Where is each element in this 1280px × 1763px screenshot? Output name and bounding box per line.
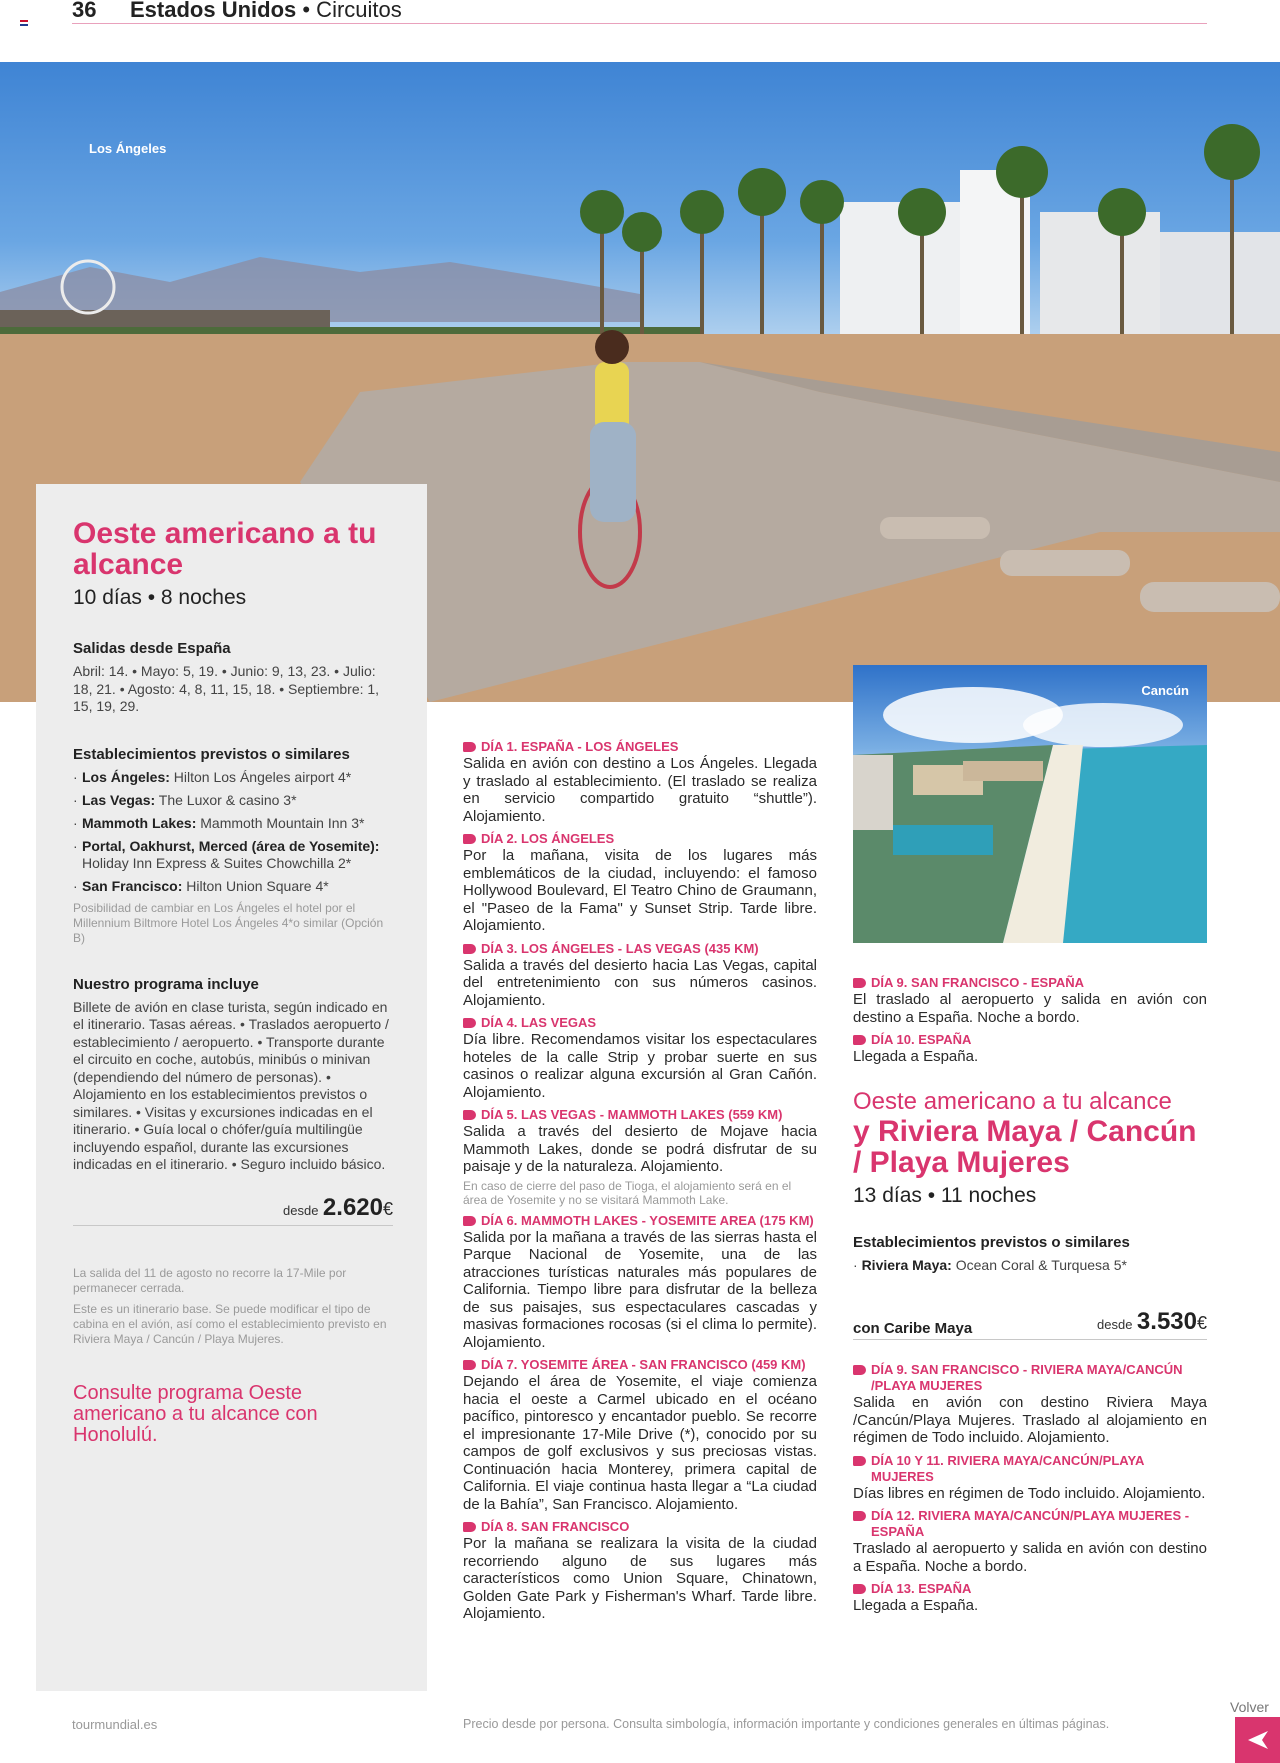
trip-duration: 10 días • 8 noches — [73, 586, 247, 609]
extension-price-row — [853, 1310, 1207, 1340]
itinerary-day — [463, 831, 817, 935]
day-title: DÍA 12. RIVIERA MAYA/CANCÚN/PLAYA MUJERES - ESPAÑA — [853, 1508, 1207, 1540]
extension-hotel: · Riviera Maya: Ocean Coral & Turquesa 5* — [853, 1256, 1127, 1273]
price-prefix: desde — [283, 1202, 319, 1218]
itinerary-day — [463, 1357, 817, 1513]
day-title: DÍA 1. ESPAÑA - LOS ÁNGELES — [463, 739, 817, 755]
price-row — [73, 1193, 393, 1226]
day-title: DÍA 13. ESPAÑA — [853, 1581, 1207, 1597]
day-text: Salida por la mañana a través de las sierras hasta el Parque Nacional de Yosemite, una de las atracciones turísticas naturales más populares de California. Tiempo libre para disfrutar de la belleza de sus paisajes, sus espectaculares cascadas y masivas formaciones rocosas (si el clima lo permite). Alojamiento. — [463, 1228, 817, 1351]
honolulu-link[interactable]: Consulte programa Oeste americano a tu alcance con Honolulú. — [73, 1381, 318, 1446]
day-text: Día libre. Recomendamos visitar los espectaculares hoteles de la calle Strip y probar suerte en sus casinos o realizar alguna excursión al Gran Cañón. Alojamiento. — [463, 1031, 817, 1101]
back-button[interactable] — [1235, 1717, 1280, 1763]
itinerary-day — [463, 1107, 817, 1207]
itinerary-day — [463, 941, 817, 1010]
hotel-item: · Mammoth Lakes: Mammoth Mountain Inn 3* — [73, 815, 393, 832]
footer-site-link[interactable]: tourmundial.es — [72, 1717, 158, 1732]
extension-title: Oeste americano a tu alcance — [853, 1087, 1172, 1115]
hotel-item: · Portal, Oakhurst, Merced (área de Yosemite): Holiday Inn Express & Suites Chowchilla 2* — [73, 838, 393, 872]
day-title: DÍA 3. LOS ÁNGELES - LAS VEGAS (435 KM) — [463, 941, 817, 957]
day-title: DÍA 10. ESPAÑA — [853, 1032, 1207, 1048]
day-title: DÍA 10 Y 11. RIVIERA MAYA/CANCÚN/PLAYA MUJERES — [853, 1453, 1207, 1485]
itinerary-day — [853, 1362, 1207, 1447]
cancun-photo — [853, 665, 1207, 943]
day-title: DÍA 9. SAN FRANCISCO - ESPAÑA — [853, 975, 1207, 991]
back-arrow-icon — [1246, 1729, 1270, 1751]
day-text: Salida en avión con destino a Los Ángeles. Llegada y traslado al establecimiento. (El traslado se realiza en servicio compartido gratuito “shuttle”). Alojamiento. — [463, 755, 817, 825]
extension-subtitle: y Riviera Maya / Cancún / Playa Mujeres — [853, 1114, 1197, 1179]
footer-disclaimer: Precio desde por persona. Consulta simbología, información importante y condiciones generales en últimas páginas. — [463, 1717, 1110, 1731]
cancun-label: Cancún — [1141, 683, 1189, 698]
option-label: con Caribe Maya — [853, 1320, 973, 1337]
itinerary-column — [463, 739, 817, 1629]
day-title: DÍA 7. YOSEMITE ÁREA - SAN FRANCISCO (459 KM) — [463, 1357, 817, 1373]
extension-itinerary — [853, 1362, 1207, 1615]
hotel-note: Posibilidad de cambiar en Los Ángeles el hotel por el Millennium Biltmore Hotel Los Ángeles 4*o similar (Opción B) — [73, 900, 384, 945]
extension-price-box — [1097, 1308, 1207, 1336]
day-title: DÍA 8. SAN FRANCISCO — [463, 1519, 817, 1535]
page-title: Estados Unidos • Circuitos — [130, 0, 402, 22]
extension-establecimientos-heading: Establecimientos previstos o similares — [853, 1233, 1130, 1251]
itinerary-day — [463, 739, 817, 825]
itinerary-day — [463, 1015, 817, 1101]
day-text: Salida en avión con destino Riviera Maya /Cancún/Playa Mujeres. Traslado al alojamiento en régimen de Todo incluido. Alojamiento. — [853, 1394, 1207, 1446]
price-value: 2.620 — [322, 1193, 383, 1221]
hotel-list — [73, 769, 393, 895]
day-title: DÍA 2. LOS ÁNGELES — [463, 831, 817, 847]
day-title: DÍA 9. SAN FRANCISCO - RIVIERA MAYA/CANCÚN /PLAYA MUJERES — [853, 1362, 1207, 1394]
price-prefix: desde — [1097, 1317, 1133, 1332]
hotel-item: · Los Ángeles: Hilton Los Ángeles airport 4* — [73, 769, 393, 786]
hotel-item: · San Francisco: Hilton Union Square 4* — [73, 878, 393, 895]
day-text: Por la mañana se realizara la visita de la ciudad recorriendo alguno de sus lugares más característicos como Union Square, Chinatown, Golden Gate Park y Fisherman's Wharf. Tarde libre. Alojamiento. — [463, 1535, 817, 1622]
incluye-text: Billete de avión en clase turista, según indicado en el itinerario. Tasas aéreas. • Traslados aeropuerto / establecimiento / aeropuerto. • Transporte durante el circuito en coche, autobús, minibús o minivan (dependiendo del número de personas). • Alojamiento en los establecimientos previstos o similares. • Visitas y excursiones indicadas en el itinerario. • Guía local o chófer/guía multilingüe incluyendo español, durante las excursiones indicadas en el itinerario. • Seguro incluido básico. — [73, 998, 389, 1172]
day-text: Salida a través del desierto hacia Las Vegas, capital del entretenimiento con sus números casinos. Alojamiento. — [463, 956, 817, 1009]
salidas-heading: Salidas desde España — [73, 640, 231, 657]
salidas-text: Abril: 14. • Mayo: 5, 19. • Junio: 9, 13, 23. • Julio: 18, 21. • Agosto: 4, 8, 11, 15, 18. • Septiembre: 1, 15, 19, 29. — [73, 663, 380, 714]
itinerary-day — [853, 1581, 1207, 1615]
hotel-item: · Las Vegas: The Luxor & casino 3* — [73, 792, 393, 809]
price-box — [283, 1194, 393, 1222]
day-text: Llegada a España. — [853, 1048, 979, 1065]
hero-label: Los Ángeles — [89, 141, 167, 156]
page-number: 36 — [72, 0, 97, 22]
day-text: Traslado al aeropuerto y salida en avión con destino a España. Noche a bordo. — [853, 1540, 1207, 1575]
day-title: DÍA 6. MAMMOTH LAKES - YOSEMITE AREA (175 KM) — [463, 1213, 817, 1229]
itinerary-day — [853, 1453, 1207, 1503]
day-text: Días libres en régimen de Todo incluido. Alojamiento. — [853, 1484, 1206, 1502]
day-text: Por la mañana, visita de los lugares más emblemáticos de la ciudad, incluyendo: el famoso Hollywood Boulevard, El Teatro Chino de Graumann, el "Paseo de la Fama" y Sunset Strip. Tarde libre. Alojamiento. — [463, 847, 817, 934]
itinerary-day — [853, 975, 1207, 1026]
itinerary-day — [853, 1032, 1207, 1066]
establecimientos-heading: Establecimientos previstos o similares — [73, 745, 350, 763]
price-currency: € — [1196, 1313, 1207, 1333]
incluye-heading: Nuestro programa incluye — [73, 975, 259, 993]
day-text: Salida a través del desierto de Mojave hacia Mammoth Lakes, donde se podrá disfrutar de su paisaje y de la naturaleza. Alojamiento. — [463, 1123, 817, 1175]
volver-label[interactable]: Volver — [1230, 1699, 1269, 1715]
extension-duration: 13 días • 11 noches — [853, 1183, 1037, 1207]
itinerary-day — [463, 1519, 817, 1623]
day-title: DÍA 5. LAS VEGAS - MAMMOTH LAKES (559 KM) — [463, 1107, 817, 1123]
flag-icon — [20, 20, 28, 26]
note-itinerary: Este es un itinerario base. Se puede modificar el tipo de cabina en el avión, así como el establecimiento previsto en Riviera Maya / Cancún / Playa Mujeres. — [73, 1301, 387, 1346]
note-17-mile: La salida del 11 de agosto no recorre la 17-Mile por permanecer cerrada. — [73, 1265, 347, 1295]
page-header — [72, 0, 1207, 24]
trip-title: Oeste americano a tu alcance — [73, 517, 377, 581]
day-title: DÍA 4. LAS VEGAS — [463, 1015, 817, 1031]
day-text: Dejando el área de Yosemite, el viaje comienza hacia el oeste a Carmel ubicado en el océano pacífico, pintoresco y encantador pueblo. Se recorre el impresionante 17-Mile Drive (*), conocido por su campos de golf exclusivos y sus preciosas vistas. Continuación hacia Monterey, primera capital de California. El viaje continua hasta llegar a “La ciudad de la Bahía”, San Francisco. Alojamiento. — [463, 1373, 817, 1513]
right-column — [853, 975, 1207, 1621]
itinerary-day — [463, 1213, 817, 1352]
itinerary-day — [853, 1508, 1207, 1575]
day-text: Llegada a España. — [853, 1597, 979, 1614]
price-value: 3.530 — [1136, 1308, 1197, 1335]
day-note: En caso de cierre del paso de Tioga, el alojamiento será en el área de Yosemite y no se visitará Mammoth Lake. — [463, 1178, 792, 1207]
day-text: El traslado al aeropuerto y salida en avión con destino a España. Noche a bordo. — [853, 991, 1207, 1026]
price-currency: € — [382, 1198, 393, 1219]
trip-summary-card — [36, 484, 427, 1691]
